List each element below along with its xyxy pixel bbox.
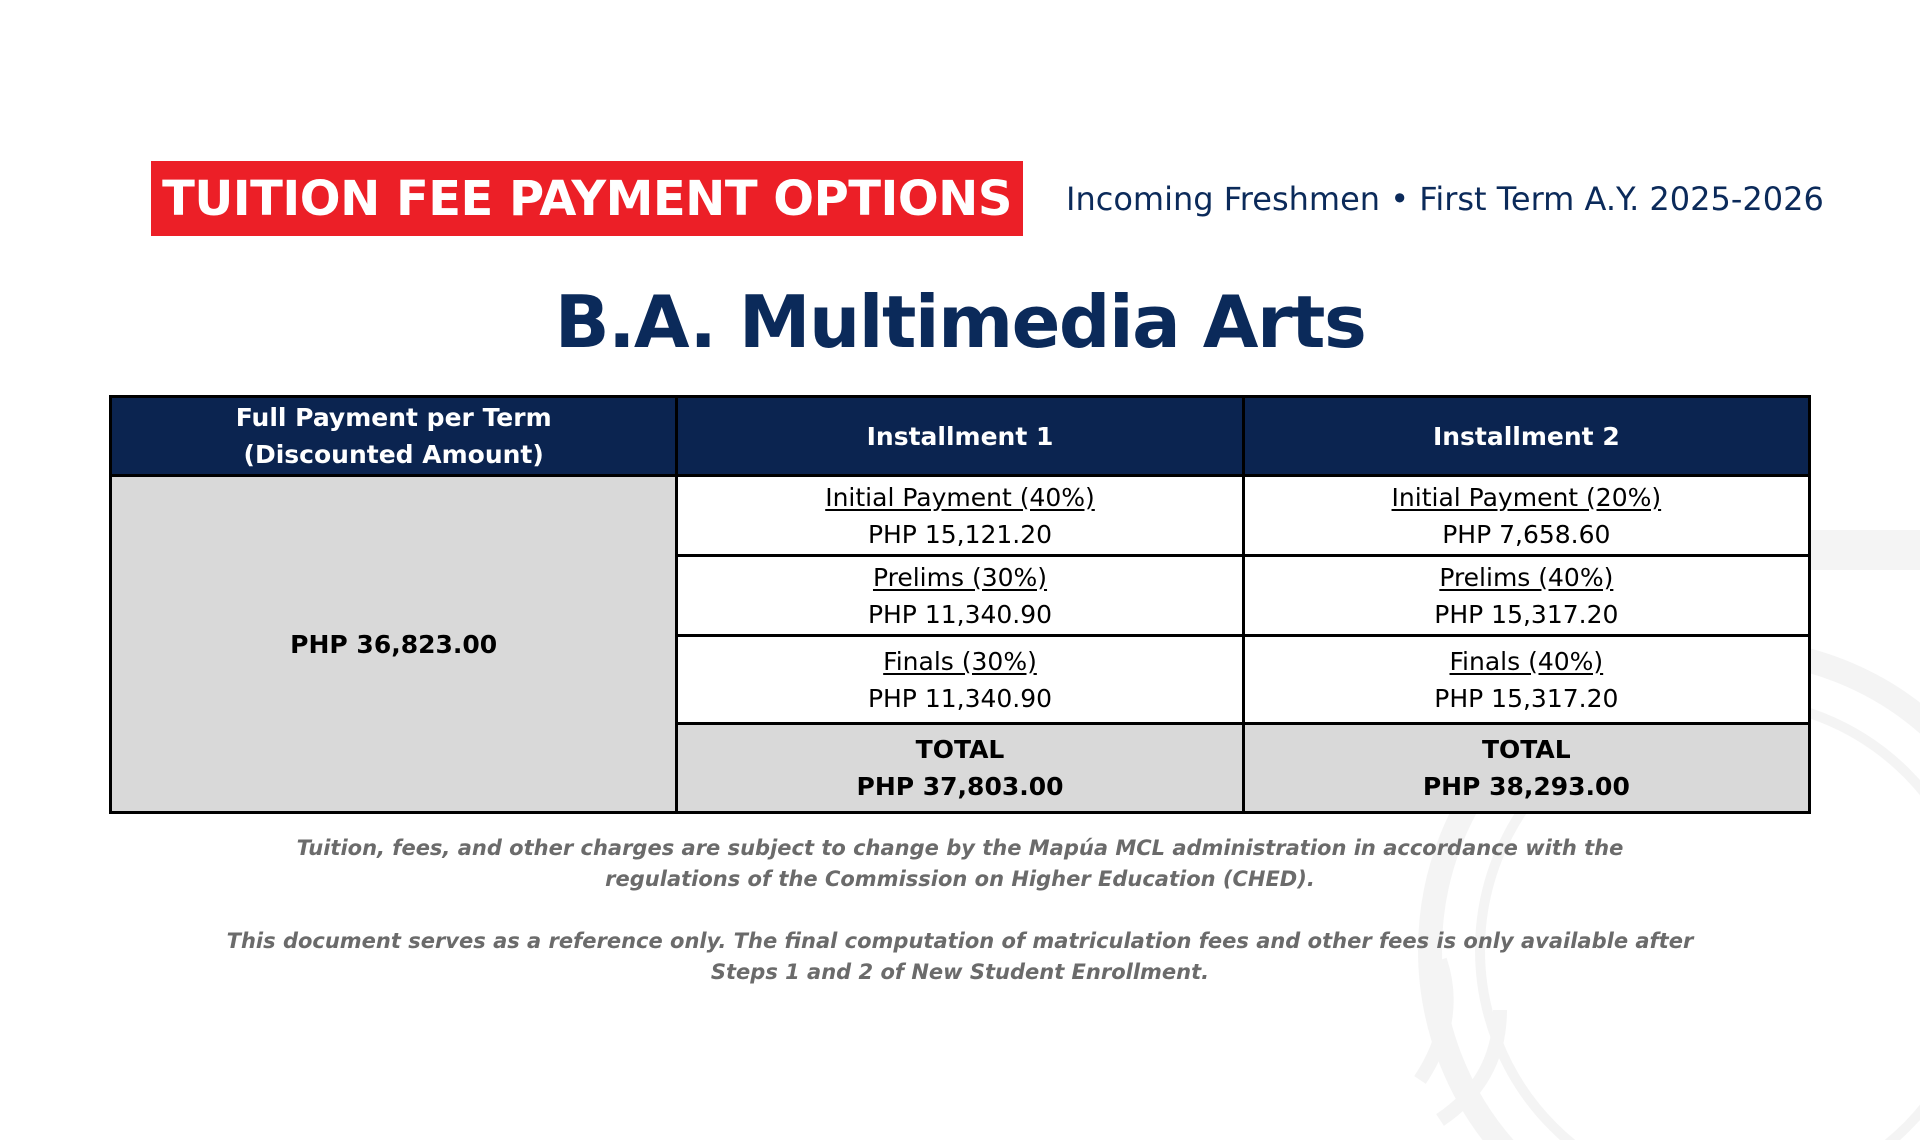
fee-table: [109, 395, 1811, 814]
inst1-total-label: TOTAL: [915, 735, 1005, 764]
inst1-finals-amount: PHP 11,340.90: [867, 683, 1053, 713]
inst1-finals-cell: [677, 636, 1243, 724]
header-full-line2: (Discounted Amount): [243, 440, 544, 469]
header-full-payment: [111, 397, 677, 476]
inst2-prelims-cell: [1243, 556, 1809, 636]
inst2-finals-cell: [1243, 636, 1809, 724]
header-full-line1: Full Payment per Term: [235, 403, 552, 432]
inst2-initial-label: Initial Payment (20%): [1391, 482, 1662, 512]
inst1-prelims-amount: PHP 11,340.90: [867, 599, 1053, 629]
inst2-total-label: TOTAL: [1481, 735, 1571, 764]
table-header-row: [111, 397, 1810, 476]
inst2-prelims-amount: PHP 15,317.20: [1434, 599, 1619, 629]
inst2-finals-label: Finals (40%): [1449, 646, 1604, 676]
page-title: TUITION FEE PAYMENT OPTIONS: [151, 161, 1023, 236]
inst1-initial-amount: PHP 15,121.20: [867, 519, 1053, 549]
note1-line2: regulations of the Commission on Higher Education (CHED).: [605, 867, 1315, 891]
inst2-initial-amount: PHP 7,658.60: [1442, 519, 1611, 549]
table-row: [111, 476, 1810, 556]
note2-line2: Steps 1 and 2 of New Student Enrollment.: [710, 960, 1210, 984]
page-subtitle: Incoming Freshmen • First Term A.Y. 2025-2026: [1066, 180, 1824, 218]
disclaimer-reference: [0, 926, 1920, 988]
program-title: B.A. Multimedia Arts: [554, 280, 1366, 364]
inst1-total-amount: PHP 37,803.00: [856, 772, 1064, 801]
disclaimer-charges: [0, 833, 1920, 895]
inst2-total-amount: PHP 38,293.00: [1422, 772, 1630, 801]
inst1-total-cell: [677, 724, 1243, 813]
inst2-prelims-label: Prelims (40%): [1439, 562, 1614, 592]
note1-line1: Tuition, fees, and other charges are subject to change by the Mapúa MCL administration in accordance with the: [296, 836, 1624, 860]
inst1-prelims-cell: [677, 556, 1243, 636]
note2-line1: This document serves as a reference only. The final computation of matriculation fees and other fees is only available after: [226, 929, 1694, 953]
inst2-initial-cell: [1243, 476, 1809, 556]
inst2-total-cell: [1243, 724, 1809, 813]
inst1-finals-label: Finals (30%): [883, 646, 1037, 676]
inst1-initial-cell: [677, 476, 1243, 556]
header-row: [151, 161, 1023, 236]
inst1-initial-label: Initial Payment (40%): [825, 482, 1095, 512]
inst2-finals-amount: PHP 15,317.20: [1434, 683, 1619, 713]
full-payment-amount: PHP 36,823.00: [111, 476, 677, 813]
header-installment-1: Installment 1: [677, 397, 1243, 476]
inst1-prelims-label: Prelims (30%): [872, 562, 1048, 592]
header-installment-2: Installment 2: [1243, 397, 1809, 476]
